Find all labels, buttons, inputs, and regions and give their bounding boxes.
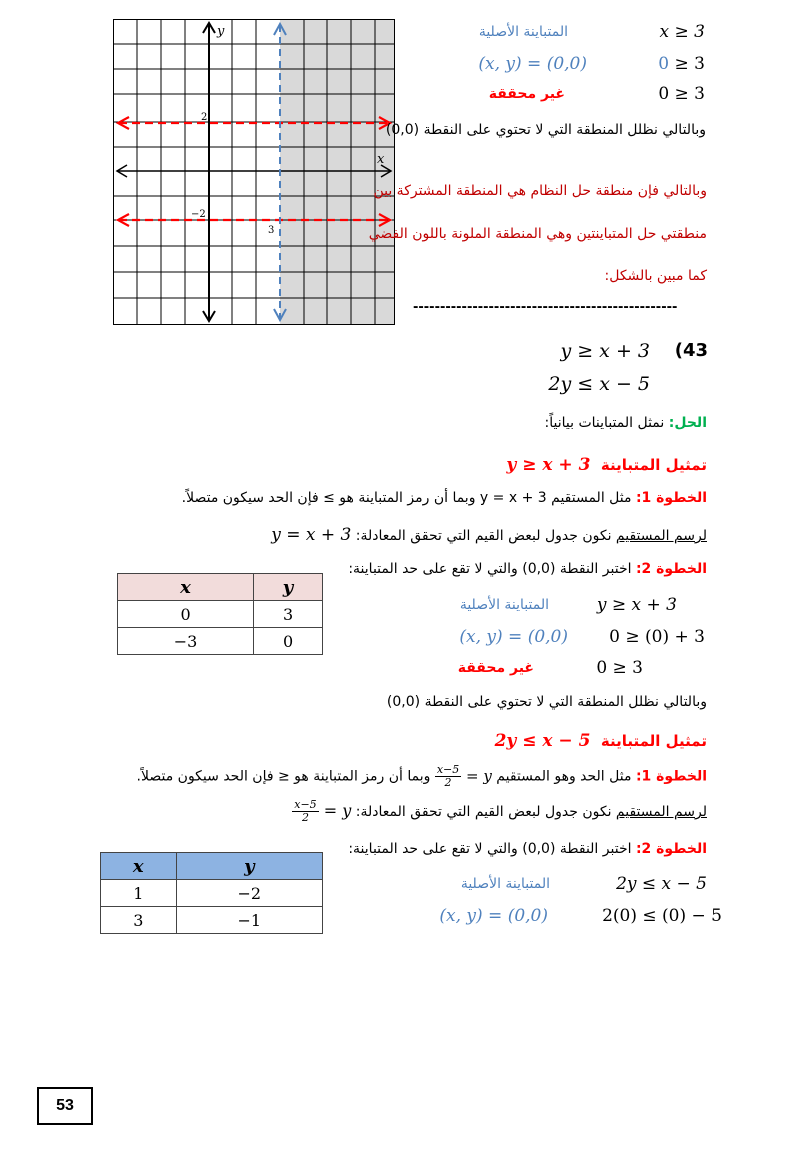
ineq2-values-table [100,852,323,934]
ineq2-heading [495,731,707,751]
ineq1-step2-text: اختبر النقطة (0,0) والتي لا تقع على حد المتباينة: [348,561,636,577]
ineq2-step1-text-b: وبما أن رمز المتباينة هو ≤ فإن الحد سيكون متصلاً. [136,768,431,785]
table-header-x: x [101,853,177,880]
part1-sub-rest: ≥ 3 [669,54,705,74]
table-header-y: y [254,574,323,601]
ineq1-values-table [117,573,323,655]
table-cell: 1 [101,880,177,907]
ineq2-point-eq: (x, y) = (0,0) [439,906,548,926]
problem-inequality-2: 2y ≤ x − 5 [548,373,650,395]
ineq2-step2-label: الخطوة 2: [635,841,707,857]
ineq2-heading-label: تمثيل المتباينة [600,732,707,750]
problem-inequality-1: y ≥ x + 3 [560,340,650,362]
ineq2-step1-label: الخطوة 1: [635,768,707,785]
ineq1-step2 [348,561,707,577]
table-cell: 3 [254,601,323,628]
table-cell: 0 [254,628,323,655]
fraction-numerator: x−5 [294,798,317,811]
ineq1-heading-math: y ≥ x + 3 [506,455,591,475]
fraction-denominator: 2 [444,776,452,789]
fraction-denominator: 2 [301,811,309,824]
part1-conclusion-2: منطقتي حل المتباينتين وهي المنطقة الملونة باللون الفضي [368,226,707,242]
ineq2-step2-text: اختبر النقطة (0,0) والتي لا تقع على حد المتباينة: [348,841,636,857]
separator-dashes: ------------------------------------------------- [413,300,678,315]
table-header-y: y [176,853,322,880]
table-cell: −1 [176,907,322,934]
tick-label-3: 3 [268,225,275,236]
part1-conclusion-3: كما مبين بالشكل: [604,268,707,284]
ineq1-step1 [182,490,707,506]
ineq2-step1 [137,764,707,789]
table-cell: −2 [176,880,322,907]
ineq1-heading-label: تمثيل المتباينة [600,456,707,474]
ineq1-step2-label: الخطوة 2: [635,561,707,577]
ineq2-orig-label: المتباينة الأصلية [460,876,550,892]
part1-original-label: المتباينة الأصلية [478,24,568,40]
table-row [118,628,323,655]
ineq2-step2 [348,841,707,857]
ineq2-draw-text: نكون جدول لبعض القيم التي تحقق المعادلة: [355,804,616,820]
shaded-region [280,19,395,325]
ineq2-step1-text-a: مثل الحد وهو المستقيم [496,768,636,785]
ineq2-step1-equation [435,763,492,789]
ineq1-shade-note: وبالتالي نظلل المنطقة التي لا تحتوي على النقطة (0,0) [386,694,707,710]
table-cell: −3 [118,628,254,655]
table-cell: 3 [101,907,177,934]
y-axis-label: y [217,24,225,39]
fraction-numerator: x−5 [436,763,460,776]
ineq1-orig-label: المتباينة الأصلية [459,597,549,613]
tick-label-2: 2 [201,112,208,123]
part1-conclusion-1: وبالتالي فإن منطقة حل النظام هي المنطقة المشتركة بين [373,183,707,199]
ineq1-draw-eq: y = x + 3 [271,525,352,545]
ineq2-draw-equation [292,798,352,824]
solution-label: الحل: [668,415,707,431]
solution-text: نمثل المتباينات بيانياً: [544,415,669,431]
part1-inequality: x ≥ 3 [659,22,705,42]
ineq2-orig-ineq: 2y ≤ x − 5 [616,874,707,894]
x-axis-label: x [377,152,385,167]
part1-sub-lhs: 0 [658,54,670,74]
fraction [292,799,318,824]
ineq2-heading-math: 2y ≤ x − 5 [494,731,591,751]
ineq1-draw-label: لرسم المستقيم [615,528,707,544]
ineq1-point-eq: (x, y) = (0,0) [459,627,568,647]
coordinate-graph [113,19,395,325]
part1-shade-note: وبالتالي نظلل المنطقة التي لا تحتوي على النقطة (0,0) [385,122,706,138]
ineq1-step1-text: مثل المستقيم y = x + 3 وبما أن رمز المتباينة هو ≥ فإن الحد سيكون متصلاً. [181,490,636,506]
ineq2-step1-y-eq: y = [466,766,492,785]
table-row [101,907,323,934]
fraction [435,764,461,789]
table-row [101,880,323,907]
part1-not-satisfied: غير محققة [488,86,565,102]
ineq2-draw-line [292,799,707,824]
part1-result: 0 ≥ 3 [658,84,705,104]
ineq1-draw-text: نكون جدول لبعض القيم التي تحقق المعادلة: [355,528,616,544]
part1-substitution [658,54,705,74]
ineq2-substitution: 2(0) ≤ (0) − 5 [602,906,722,926]
table-header-x: x [118,574,254,601]
ineq1-draw-line [271,525,707,545]
page-number: 53 [37,1087,93,1125]
ineq2-draw-y-eq: y = [323,801,352,820]
ineq1-step1-label: الخطوة 1: [635,490,707,506]
y-axis [203,23,215,321]
tick-label-neg2: −2 [191,209,206,220]
ineq1-heading [506,455,707,475]
problem-number: (43 [674,340,708,361]
ineq1-orig-ineq: y ≥ x + 3 [596,595,677,615]
solution-line [545,415,707,431]
table-row [118,601,323,628]
ineq2-draw-label: لرسم المستقيم [615,804,707,820]
ineq1-result: 0 ≥ 3 [596,658,643,678]
part1-point-eq: (x, y) = (0,0) [478,54,587,74]
ineq1-substitution: 0 ≥ (0) + 3 [609,627,705,647]
ineq1-not-satisfied: غير محققة [457,660,534,676]
table-cell: 0 [118,601,254,628]
